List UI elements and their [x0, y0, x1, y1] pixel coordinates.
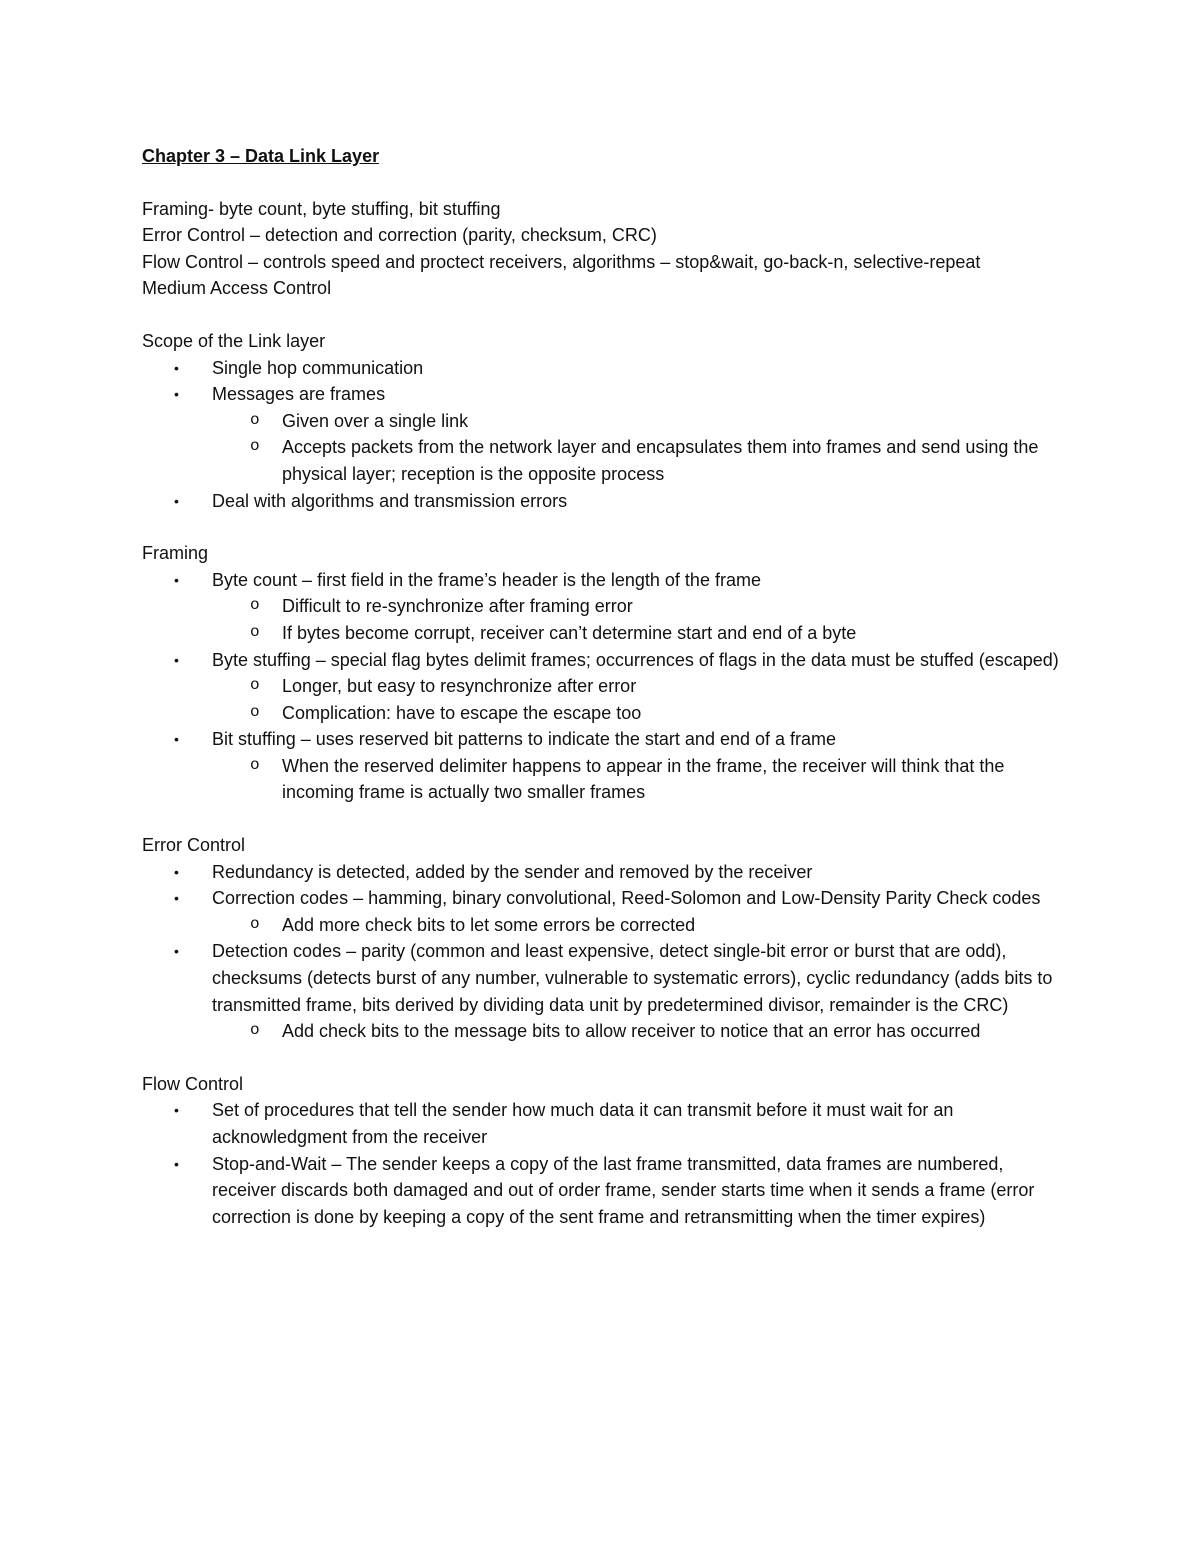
section-heading: Framing [142, 543, 209, 564]
sub-bullet-item [212, 1018, 1062, 1045]
sub-bullet-item [212, 700, 1062, 727]
bullet-list [142, 567, 1062, 806]
sub-bullet-list [212, 753, 1062, 806]
bullet-circle-icon: o [250, 702, 260, 721]
sub-bullet-text: Add check bits to the message bits to allow receiver to notice that an error has occurred [282, 1021, 981, 1042]
bullet-item [142, 381, 1062, 487]
bullet-list [142, 1097, 1062, 1230]
section-heading: Error Control [142, 835, 246, 856]
section [142, 1071, 1062, 1231]
sub-bullet-text: Add more check bits to let some errors be corrected [282, 914, 696, 935]
bullet-text: Single hop communication [212, 357, 424, 378]
bullet-text: Deal with algorithms and transmission errors [212, 490, 568, 511]
bullet-dot-icon: • [174, 890, 179, 907]
sub-bullet-text: Difficult to re-synchronize after framing error [282, 596, 633, 617]
bullet-list [142, 355, 1062, 515]
spacer [142, 1045, 1062, 1071]
bullet-item [142, 355, 1062, 382]
bullet-circle-icon: o [250, 914, 260, 933]
bullet-item [142, 1151, 1062, 1231]
bullet-text: Byte count – first field in the frame’s header is the length of the frame [212, 569, 761, 590]
sub-bullet-text: Longer, but easy to resynchronize after error [282, 676, 637, 697]
bullet-dot-icon: • [174, 386, 179, 403]
bullet-item [142, 647, 1062, 727]
bullet-dot-icon: • [174, 651, 179, 668]
bullet-text: Set of procedures that tell the sender how much data it can transmit before it must wait for an acknowledgment from the receiver [212, 1100, 954, 1147]
intro-line: Error Control – detection and correction (parity, checksum, CRC) [142, 225, 657, 246]
sub-bullet-item [212, 912, 1062, 939]
intro-block [142, 196, 1062, 302]
bullet-text: Redundancy is detected, added by the sender and removed by the receiver [212, 861, 813, 882]
sub-bullet-item [212, 673, 1062, 700]
bullet-dot-icon: • [174, 943, 179, 960]
bullet-text: Correction codes – hamming, binary convolutional, Reed-Solomon and Low-Density Parity Check codes [212, 888, 1041, 909]
section [142, 832, 1062, 1045]
bullet-item [142, 567, 1062, 647]
sub-bullet-text: When the reserved delimiter happens to appear in the frame, the receiver will think that the incoming frame is actually two smaller frames [282, 755, 1005, 803]
sub-bullet-item [212, 434, 1062, 487]
bullet-circle-icon: o [250, 1021, 260, 1040]
section-heading: Scope of the Link layer [142, 330, 326, 351]
spacer [142, 302, 1062, 328]
sub-bullet-list [212, 912, 1062, 939]
sub-bullet-list [212, 593, 1062, 646]
bullet-dot-icon: • [174, 731, 179, 748]
bullet-item [142, 885, 1062, 938]
sub-bullet-text: Given over a single link [282, 410, 469, 431]
bullet-text: Stop-and-Wait – The sender keeps a copy of the last frame transmitted, data frames are numbered, receiver discards both damaged and out of order frame, sender starts time when it sends a frame (error correction is done by keeping a copy of the sent frame and retransmitting when the timer expires) [212, 1153, 1035, 1227]
section [142, 328, 1062, 514]
intro-line: Medium Access Control [142, 278, 332, 299]
bullet-dot-icon: • [174, 359, 179, 376]
sub-bullet-item [212, 593, 1062, 620]
bullet-dot-icon: • [174, 1155, 179, 1172]
spacer [142, 806, 1062, 832]
sub-bullet-text: Complication: have to escape the escape too [282, 702, 642, 723]
section [142, 540, 1062, 806]
bullet-text: Detection codes – parity (common and least expensive, detect single-bit error or burst that are odd), checksums (detects burst of any number, vulnerable to systematic errors), cyclic redundancy (adds bits to transmitted frame, bits derived by dividing data unit by predetermined divisor, remainder is the CRC) [212, 941, 1053, 1015]
spacer [142, 170, 1062, 196]
bullet-circle-icon: o [250, 437, 260, 456]
bullet-dot-icon: • [174, 492, 179, 509]
bullet-circle-icon: o [250, 622, 260, 641]
bullet-dot-icon: • [174, 863, 179, 880]
sub-bullet-item [212, 408, 1062, 435]
document-body [142, 143, 1062, 1230]
bullet-dot-icon: • [174, 1102, 179, 1119]
sub-bullet-list [212, 673, 1062, 726]
bullet-item [142, 1097, 1062, 1150]
intro-line: Flow Control – controls speed and proctect receivers, algorithms – stop&wait, go-back-n, selective-repeat [142, 251, 981, 272]
bullet-text: Messages are frames [212, 384, 386, 405]
sub-bullet-list [212, 1018, 1062, 1045]
bullet-circle-icon: o [250, 676, 260, 695]
section-heading: Flow Control [142, 1073, 244, 1094]
bullet-item [142, 488, 1062, 515]
chapter-title: Chapter 3 – Data Link Layer [142, 146, 380, 166]
bullet-item [142, 726, 1062, 806]
bullet-circle-icon: o [250, 755, 260, 774]
bullet-circle-icon: o [250, 596, 260, 615]
sub-bullet-text: If bytes become corrupt, receiver can’t determine start and end of a byte [282, 622, 857, 643]
sections-container [142, 302, 1062, 1230]
bullet-circle-icon: o [250, 410, 260, 429]
sub-bullet-item [212, 753, 1062, 806]
bullet-item [142, 938, 1062, 1044]
sub-bullet-item [212, 620, 1062, 647]
sub-bullet-text: Accepts packets from the network layer and encapsulates them into frames and send using the physical layer; reception is the opposite process [282, 437, 1039, 484]
sub-bullet-list [212, 408, 1062, 488]
bullet-text: Byte stuffing – special flag bytes delimit frames; occurrences of flags in the data must be stuffed (escaped) [212, 649, 1059, 670]
spacer [142, 514, 1062, 540]
bullet-text: Bit stuffing – uses reserved bit patterns to indicate the start and end of a frame [212, 729, 837, 750]
intro-line: Framing- byte count, byte stuffing, bit stuffing [142, 198, 501, 219]
bullet-dot-icon: • [174, 571, 179, 588]
bullet-item [142, 859, 1062, 886]
bullet-list [142, 859, 1062, 1045]
